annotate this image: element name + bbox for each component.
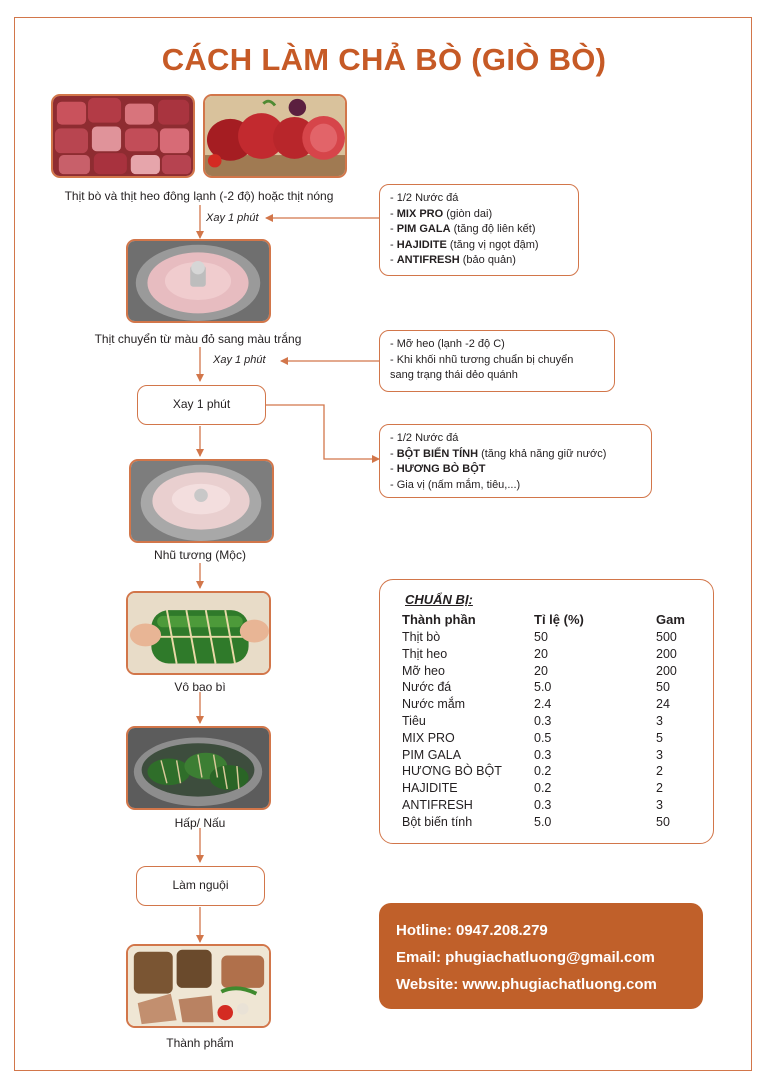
- table-row: Nước mắm 2.4 24: [402, 697, 670, 712]
- table-row: Mỡ heo 20 200: [402, 663, 677, 678]
- table-row: Bột biến tính 5.0 50: [402, 814, 670, 829]
- hotline-text[interactable]: Hotline: 0947.208.279: [396, 922, 548, 939]
- color-change-caption: Thịt chuyển từ màu đỏ sang màu trắng: [94, 332, 302, 346]
- add3-item: - Gia vị (nấm mắm, tiêu,...): [390, 478, 521, 491]
- add3-item: - HƯƠNG BÒ BỘT: [390, 463, 486, 476]
- email-text[interactable]: Email: phugiachatluong@gmail.com: [396, 949, 655, 966]
- add3-item: - 1/2 Nước đá: [390, 432, 459, 444]
- table-row: Thịt bò 50 500: [402, 630, 677, 644]
- table-row: MIX PRO 0.5 5: [402, 730, 663, 745]
- additions-box-2: [379, 330, 615, 392]
- add3-item: - BỘT BIẾN TÍNH (tăng khả năng giữ nước): [390, 447, 607, 460]
- add1-item: - HAJIDITE (tăng vị ngọt đậm): [390, 238, 539, 251]
- add1-item: - PIM GALA (tăng độ liên kết): [390, 223, 536, 236]
- add2-line: sang trạng thái dẻo quánh: [390, 369, 518, 382]
- emulsion-caption: Nhũ tương (Mộc): [154, 548, 246, 562]
- preparation-panel: [379, 579, 714, 844]
- table-row: PIM GALA 0.3 3: [402, 747, 663, 762]
- arrow-side-3: [266, 405, 379, 459]
- header-ingredient: Thành phần: [402, 612, 476, 627]
- final-product-photo: [126, 944, 271, 1028]
- wrap-caption: Vô bao bì: [174, 680, 226, 694]
- ingredients-table: [402, 610, 706, 831]
- emulsion-photo: [129, 459, 274, 543]
- meat-caption: Thịt bò và thịt heo đông lạnh (-2 độ) hoặc thịt nóng: [64, 189, 334, 203]
- add2-line: - Mỡ heo (lạnh -2 độ C): [390, 338, 505, 350]
- contact-panel: [379, 903, 703, 1009]
- preparation-title: CHUẨN BỊ:: [405, 592, 473, 607]
- grinder-photo: [126, 239, 271, 323]
- grind-step-pill: Xay 1 phút: [137, 385, 266, 425]
- header-gram: Gam: [656, 612, 685, 627]
- table-row: ANTIFRESH 0.3 3: [402, 797, 663, 812]
- add1-item: - 1/2 Nước đá: [390, 192, 459, 204]
- steaming-photo: [126, 726, 271, 810]
- table-row: Thịt heo 20 200: [402, 646, 677, 661]
- grind-label-2: Xay 1 phút: [213, 354, 266, 366]
- table-row: Nước đá 5.0 50: [402, 680, 670, 695]
- table-row: Tiêu 0.3 3: [402, 713, 663, 728]
- page-title: CÁCH LÀM CHẢ BÒ (GIÒ BÒ): [161, 42, 607, 77]
- header-ratio: Tỉ lệ (%): [534, 612, 584, 627]
- additions-box-1: [379, 184, 579, 276]
- raw-meat-photo: [51, 94, 195, 178]
- add2-line: - Khi khối nhũ tương chuẩn bị chuyển: [390, 353, 574, 366]
- steam-caption: Hấp/ Nấu: [174, 816, 226, 830]
- beef-cuts-photo: [203, 94, 347, 178]
- final-caption: Thành phẩm: [166, 1036, 234, 1050]
- cool-step-pill: Làm nguội: [136, 866, 265, 906]
- table-row: HAJIDITE 0.2 2: [402, 781, 663, 796]
- additions-box-3: [379, 424, 652, 498]
- website-text[interactable]: Website: www.phugiachatluong.com: [396, 976, 657, 993]
- wrapping-photo: [126, 591, 271, 675]
- table-header-row: [402, 610, 706, 629]
- add1-item: - MIX PRO (giòn dai): [390, 207, 493, 220]
- add1-item: - ANTIFRESH (bảo quản): [390, 254, 516, 267]
- table-row: HƯƠNG BÒ BỘT 0.2 2: [402, 764, 663, 779]
- grind-label-1: Xay 1 phút: [206, 212, 259, 224]
